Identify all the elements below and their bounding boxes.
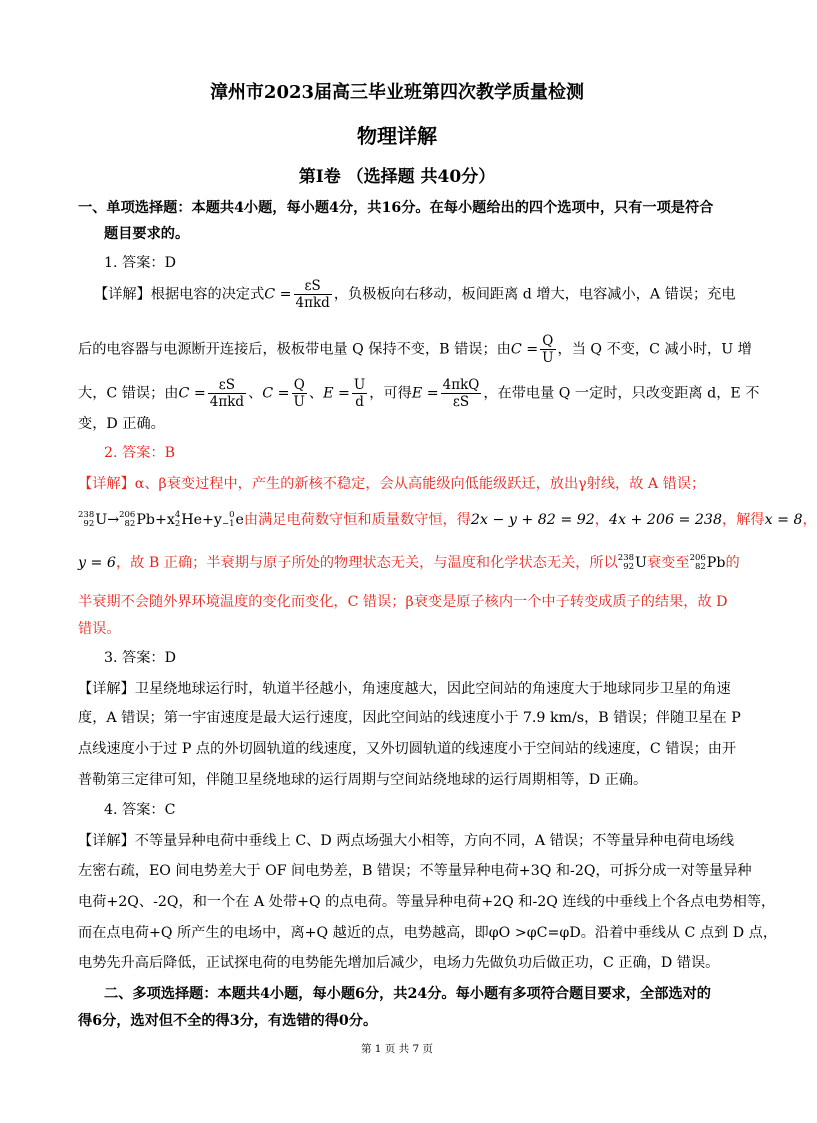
q4-line2: 左密右疏，EO 间电势差大于 OF 间电势差，B 错误；不等量异种电荷+3Q 和-2Q，可拆分成一对等量异种: [78, 863, 752, 879]
part1-heading: 一、单项选择题：本题共4小题，每小题4分，共16分。在每小题给出的四个选项中，只有一项是符合: [78, 200, 714, 216]
fraction: $\frac{Q}{U}$: [293, 377, 305, 410]
q2-line4: 半衰期不会随外界环境温度的变化而变化，C 错误；β衰变是原子核内一个中子转变成质子的结果，故 D: [78, 594, 728, 610]
nuclide-u: 238 92: [78, 510, 95, 529]
q1-line4: 变，D 正确。: [78, 416, 165, 432]
q2-line3: y = 6，故 B 正确；半衰期与原子所处的物理状态无关，与温度和化学状态无关，所以 238 92 U衰变至 206 82 Pb的: [78, 553, 740, 572]
fraction: $\frac{\varepsilon S}{\text{4πkd}}$: [295, 278, 330, 311]
q4-line3: 电荷+2Q、-2Q，和一个在 A 处带+Q 的点电荷。等量异种电荷+2Q 和-2Q 连线的中垂线上个各点电势相等，: [78, 894, 776, 910]
part2-heading-cont: 得6分，选对但不全的得3分，有选错的得0分。: [78, 1013, 378, 1029]
part1-heading-cont: 题目要求的。: [104, 226, 190, 242]
q1-line3: 大，C 错误；由C = $\frac{\varepsilon S}{\text{4πkd}}$ 、C = $\frac{Q}{U}$ 、E = $\frac{U}{d}$ ，可得E = $\frac{\text{4πkQ}}{\varepsilon S}$ ，在带电量 Q 一定时，只改变距离 d，E 不: [78, 377, 760, 410]
fraction: $\frac{\varepsilon S}{\text{4πkd}}$: [209, 377, 245, 410]
q2-line2: 238 92 U→ 206 82 Pb+x 4 2 He+y 0 −1 e由满足电荷数守恒和质量数守恒，得2x − y + 82 = 92，4x + 206 = 238，解得x = 8，: [78, 510, 817, 529]
q1-answer: 1. 答案：D: [104, 255, 176, 271]
fraction: $\frac{\text{4πkQ}}{\varepsilon S}$: [442, 377, 480, 410]
q1-line2: 后的电容器与电源断开连接后，极板带电量 Q 保持不变，B 错误；由C = $\frac{Q}{U}$ ，当 Q 不变，C 减小时，U 增: [78, 333, 752, 366]
q2-line1: 【详解】α、β衰变过程中，产生的新核不稳定，会从高能级向低能级跃迁，放出γ射线，故 A 错误；: [78, 476, 706, 492]
q3-line4: 普勒第三定律可知，伴随卫星绕地球的运行周期与空间站绕地球的运行周期相等，D 正确。: [78, 772, 648, 788]
section-heading: 第Ⅰ卷 （选择题 共40分）: [298, 167, 496, 187]
q3-line2: 度，A 错误；第一宇宙速度是最大运行速度，因此空间站的线速度小于 7.9 km/s，B 错误；伴随卫星在 P: [78, 710, 741, 726]
fraction: $\frac{Q}{U}$: [542, 333, 554, 366]
page-footer: 第 1 页 共 7 页: [360, 1043, 434, 1055]
q3-answer: 3. 答案：D: [104, 650, 176, 666]
q3-line1: 【详解】卫星绕地球运行时，轨道半径越小，角速度越大，因此空间站的角速度大于地球同步卫星的角速: [78, 681, 731, 697]
q3-line3: 点线速度小于过 P 点的外切圆轨道的线速度，又外切圆轨道的线速度小于空间站的线速度，C 错误；由开: [78, 741, 737, 757]
document-title: 漳州市2023届高三毕业班第四次教学质量检测: [209, 82, 585, 103]
part2-heading: 二、多项选择题：本题共4小题，每小题6分，共24分。每小题有多项符合题目要求，全部选对的: [104, 986, 711, 1002]
q2-line5: 错误。: [78, 621, 121, 637]
q2-answer: 2. 答案：B: [104, 445, 176, 461]
q4-answer: 4. 答案：C: [104, 802, 176, 818]
q4-line5: 电势先升高后降低，正试探电荷的电势能先增加后减少，电场力先做负功后做正功，C 正确，D 错误。: [78, 955, 720, 971]
q4-line4: 而在点电荷+Q 所产生的电场中，离+Q 越近的点，电势越高，即φO >φC=φD。沿着中垂线从 C 点到 D 点，: [78, 925, 778, 941]
q1-line1: 【详解】根据电容的决定式C = $\frac{\varepsilon S}{\text{4πkd}}$ ，负极板向右移动，板间距离 d 增大，电容减小，A 错误；充电: [94, 278, 736, 311]
document-subject: 物理详解: [357, 124, 437, 148]
q4-line1: 【详解】不等量异种电荷中垂线上 C、D 两点场强大小相等，方向不同，A 错误；不等量异种电荷电场线: [78, 833, 735, 849]
fraction: $\frac{U}{d}$: [353, 377, 366, 410]
